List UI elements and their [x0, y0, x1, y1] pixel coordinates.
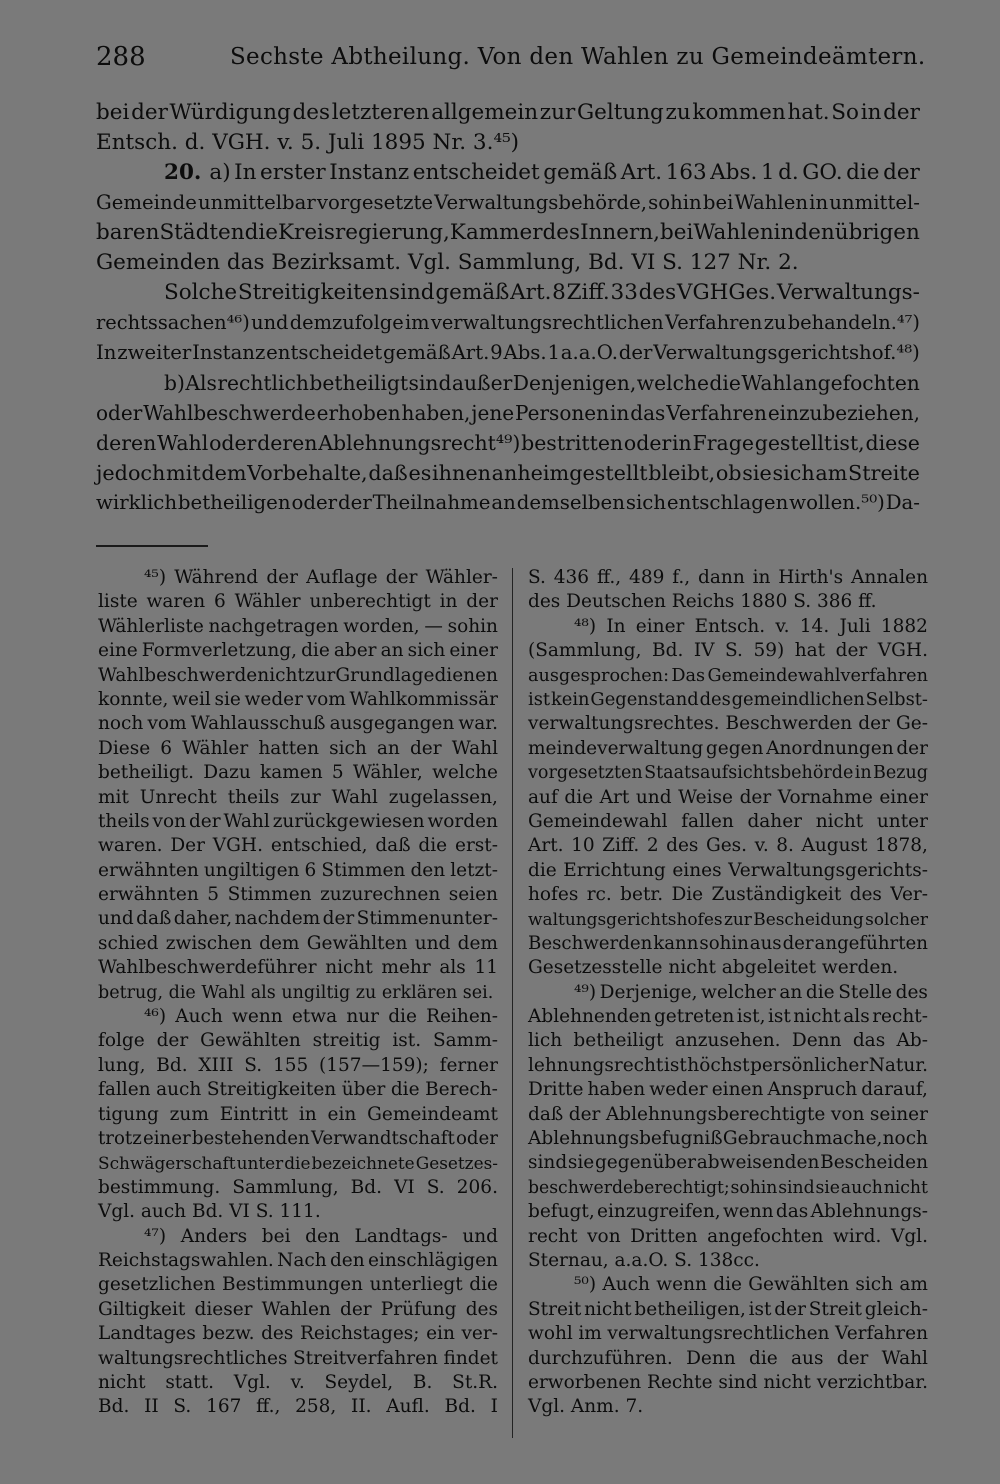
footnote-text: Bd. II S. 167 ff., 258, II. Aufl. Bd. I — [98, 1396, 498, 1418]
footnote-text: auf die Art und Weise der Vornahme einer — [528, 786, 928, 808]
footnote-line — [528, 664, 928, 688]
footnote-line — [98, 932, 498, 956]
footnote-text: Streit nicht betheiligen, ist der Streit gleich- — [528, 1298, 928, 1320]
footnote-text: ⁴⁷) Anders bei den Landtags- und — [144, 1225, 498, 1247]
footnote-text: ausgesprochen: Das Gemeindewahlverfahren — [528, 665, 928, 686]
footnote-text: die Errichtung eines Verwaltungsgerichts- — [528, 859, 928, 881]
footnote-line — [528, 566, 928, 590]
footnote-text: Art. 10 Ziff. 2 des Ges. v. 8. August 1878, — [528, 835, 928, 857]
footnote-line — [98, 956, 498, 980]
line-text: b) Als rechtlich betheiligt sind außer Denjenigen, welche die Wahl angefochten — [164, 371, 920, 395]
line-text: Entsch. d. VGH. v. 5. Juli 1895 Nr. 3.⁴⁵) — [96, 130, 520, 155]
text-line — [96, 128, 920, 158]
footnote-line — [98, 1005, 498, 1029]
footnote-line — [528, 1395, 928, 1419]
line-text: jedoch mit dem Vorbehalte, daß es ihnen anheimgestellt bleibt, ob sie sich am Streite — [96, 461, 920, 485]
footnote-line — [98, 834, 498, 858]
text-line — [96, 158, 920, 188]
footnote-text: waltungsgerichtshofes zur Bescheidung solcher — [528, 909, 928, 930]
footnote-text: Wahlbeschwerde nicht zur Grundlage dienen — [98, 664, 498, 686]
footnote-text: und daß daher, nachdem der Stimmenunter- — [98, 908, 498, 930]
footnote-line — [98, 1054, 498, 1078]
text-line — [96, 278, 920, 308]
footnote-text: Vgl. auch Bd. VI S. 111. — [98, 1201, 321, 1223]
footnote-line — [528, 1127, 928, 1151]
footnote-line — [98, 1225, 498, 1249]
footnote-text: betrug, die Wahl als ungiltig zu erklären sei. — [98, 982, 494, 1003]
footnote-line — [98, 1127, 498, 1151]
line-text: oder Wahlbeschwerde erhoben haben, jene Personen in das Verfahren einzubeziehen, — [96, 401, 920, 425]
footnote-line — [528, 981, 928, 1005]
footnote-text: Ablehnenden getreten ist, ist nicht als recht- — [528, 1006, 928, 1028]
footnote-text: konnte, weil sie weder vom Wahlkommissär — [98, 688, 498, 710]
footnote-text: fallen auch Streitigkeiten über die Berech- — [98, 1079, 498, 1101]
footnote-text: Beschwerden kann sohin aus der angeführten — [528, 932, 928, 954]
text-line — [96, 308, 920, 338]
footnote-divider — [96, 545, 208, 547]
footnote-line — [528, 1273, 928, 1297]
footnote-line — [98, 688, 498, 712]
footnote-text: Wählerliste nachgetragen worden, — sohin — [98, 615, 498, 637]
footnote-line — [98, 1103, 498, 1127]
footnote-text: Diese 6 Wähler hatten sich an der Wahl — [98, 737, 498, 759]
footnote-line — [528, 810, 928, 834]
footnote-line — [528, 737, 928, 761]
footnote-line — [98, 639, 498, 663]
footnote-text: noch vom Wahlausschuß ausgegangen war. — [98, 713, 498, 735]
line-text: a) In erster Instanz entscheidet gemäß Art. 163 Abs. 1 d. GO. die der — [209, 160, 920, 185]
text-line — [96, 188, 920, 218]
footnote-text: Gemeindewahl fallen daher nicht unter — [528, 810, 928, 832]
footnote-line — [528, 590, 928, 614]
footnote-text: gesetzlichen Bestimmungen unterliegt die — [98, 1274, 498, 1296]
line-text: Solche Streitigkeiten sind gemäß Art. 8 Ziff. 33 des VGHGes. Verwaltungs- — [164, 280, 920, 305]
footnote-text: meindeverwaltung gegen Anordnungen der — [528, 737, 928, 759]
footnote-line — [98, 981, 498, 1005]
footnote-line — [98, 859, 498, 883]
footnote-line — [528, 1103, 928, 1127]
footnote-text: eine Formverletzung, die aber an sich einer — [98, 640, 498, 662]
footnote-line — [98, 786, 498, 810]
footnote-text: lehnungsrecht ist höchst persönlicher Natur. — [528, 1054, 928, 1076]
footnote-text: ⁴⁹) Derjenige, welcher an die Stelle des — [574, 981, 928, 1003]
footnote-line — [98, 615, 498, 639]
footnote-line — [98, 1029, 498, 1053]
footnote-line — [528, 1078, 928, 1102]
text-line — [96, 368, 920, 398]
line-text: Gemeinden das Bezirksamt. Vgl. Sammlung, Bd. VI S. 127 Nr. 2. — [96, 250, 799, 275]
footnote-text: liste waren 6 Wähler unberechtigt in der — [98, 591, 498, 613]
footnote-line — [98, 1322, 498, 1346]
footnote-line — [98, 1395, 498, 1419]
footnote-line — [98, 907, 498, 931]
footnote-line — [98, 1176, 498, 1200]
line-text: rechtssachen⁴⁶) und demzufolge im verwaltungsrechtlichen Verfahren zu behandeln.⁴⁷) — [96, 311, 920, 334]
footnote-text: schied zwischen dem Gewählten und dem — [98, 932, 498, 954]
text-line — [96, 98, 920, 128]
footnote-text: ⁴⁵) Während der Auflage der Wähler- — [144, 567, 498, 588]
footnote-text: beschwerdeberechtigt; sohin sind sie auch nicht — [528, 1177, 928, 1198]
footnote-text: betheiligt. Dazu kamen 5 Wähler, welche — [98, 762, 498, 784]
footnote-text: lung, Bd. XIII S. 155 (157—159); ferner — [98, 1054, 498, 1076]
footnote-text: S. 436 ff., 489 f., dann in Hirth's Annalen — [528, 567, 928, 588]
footnote-text: trotz einer bestehenden Verwandtschaft oder — [98, 1127, 498, 1149]
footnote-line — [98, 664, 498, 688]
footnote-line — [98, 1371, 498, 1395]
footnote-line — [528, 1225, 928, 1249]
footnote-line — [98, 566, 498, 590]
footnote-text: Landtages bezw. des Reichstages; ein ver- — [98, 1323, 498, 1345]
footnote-line — [528, 1054, 928, 1078]
footnote-text: erwähnten 5 Stimmen zuzurechnen seien — [98, 884, 498, 906]
footnote-line — [98, 1347, 498, 1371]
footnote-text: durchzuführen. Denn die aus der Wahl — [528, 1347, 928, 1369]
line-text: deren Wahl oder deren Ablehnungsrecht⁴⁹) bestritten oder in Frage gestellt ist, diese — [96, 431, 920, 455]
footnote-line — [528, 639, 928, 663]
footnotes-left-column — [98, 566, 498, 1420]
footnote-text: waren. Der VGH. entschied, daß die erst- — [98, 835, 498, 857]
footnote-line — [98, 1151, 498, 1175]
footnote-line — [98, 1298, 498, 1322]
footnote-text: lich betheiligt anzusehen. Denn das Ab- — [528, 1030, 928, 1052]
footnote-line — [528, 883, 928, 907]
footnote-line — [528, 1298, 928, 1322]
footnote-text: ⁴⁶) Auch wenn etwa nur die Reihen- — [144, 1006, 498, 1028]
footnote-text: Gesetzesstelle nicht abgeleitet werden. — [528, 957, 899, 979]
text-line — [96, 398, 920, 428]
footnote-text: (Sammlung, Bd. IV S. 59) hat der VGH. — [528, 640, 928, 662]
footnote-text: ⁵⁰) Auch wenn die Gewählten sich am — [574, 1274, 928, 1296]
footnote-text: erworbenen Rechte sind nicht verzichtbar. — [528, 1371, 928, 1393]
text-line — [96, 428, 920, 458]
footnote-text: bestimmung. Sammlung, Bd. VI S. 206. — [98, 1176, 498, 1198]
footnote-line — [528, 859, 928, 883]
line-text: Gemeinde unmittelbar vorgesetzte Verwaltungsbehörde, sohin bei Wahlen in unmittel- — [96, 191, 920, 214]
footnote-line — [98, 737, 498, 761]
footnote-line — [528, 1005, 928, 1029]
section-number: 20. — [164, 160, 202, 185]
footnote-text: wohl im verwaltungsrechtlichen Verfahren — [528, 1323, 928, 1345]
footnote-text: Wahlbeschwerdeführer nicht mehr als 11 — [98, 957, 498, 979]
footnote-line — [98, 590, 498, 614]
text-line — [96, 458, 920, 488]
page-number: 288 — [96, 42, 146, 72]
footnote-line — [98, 883, 498, 907]
footnote-line — [528, 786, 928, 810]
footnote-line — [528, 712, 928, 736]
footnote-line — [528, 761, 928, 785]
line-text: In zweiter Instanz entscheidet gemäß Art. 9 Abs. 1 a.a.O. der Verwaltungsgerichtshof.⁴⁸) — [96, 341, 920, 364]
footnote-text: erwähnten ungiltigen 6 Stimmen den letzt- — [98, 859, 498, 881]
footnote-text: Giltigkeit dieser Wahlen der Prüfung des — [98, 1298, 498, 1320]
footnote-text: recht von Dritten angefochten wird. Vgl. — [528, 1225, 928, 1247]
column-rule — [512, 568, 513, 1438]
footnote-line — [528, 688, 928, 712]
footnote-line — [528, 1371, 928, 1395]
running-head: Sechste Abtheilung. Von den Wahlen zu Gemeindeämtern. — [230, 44, 926, 70]
footnote-line — [98, 1200, 498, 1224]
footnote-text: ist kein Gegenstand des gemeindlichen Selbst- — [528, 688, 928, 710]
footnote-line — [98, 712, 498, 736]
text-line — [96, 338, 920, 368]
footnote-text: Vgl. Anm. 7. — [528, 1396, 644, 1418]
footnote-text: Reichstagswahlen. Nach den einschlägigen — [98, 1249, 498, 1271]
footnote-line — [98, 1273, 498, 1297]
main-text — [96, 98, 920, 518]
footnote-line — [528, 932, 928, 956]
footnote-text: daß der Ablehnungsberechtigte von seiner — [528, 1103, 928, 1125]
text-line — [96, 488, 920, 518]
footnote-line — [528, 1249, 928, 1273]
footnote-text: Dritte haben weder einen Anspruch darauf, — [528, 1079, 928, 1101]
footnote-line — [528, 1322, 928, 1346]
line-text: wirklich betheiligen oder der Theilnahme an demselben sich entschlagen wollen.⁵⁰) Da- — [96, 491, 920, 514]
footnote-text: Ablehnungsbefugniß Gebrauch mache, noch — [528, 1127, 928, 1149]
text-line — [96, 248, 920, 278]
footnote-text: Schwägerschaft unter die bezeichnete Gesetzes- — [98, 1153, 498, 1174]
footnote-line — [528, 1029, 928, 1053]
footnote-text: folge der Gewählten streitig ist. Samm- — [98, 1030, 498, 1052]
footnote-line — [528, 1200, 928, 1224]
text-line — [96, 218, 920, 248]
footnote-text: verwaltungsrechtes. Beschwerden der Ge- — [528, 713, 928, 735]
footnote-text: hofes rc. betr. Die Zuständigkeit des Ver- — [528, 884, 928, 906]
footnote-line — [528, 907, 928, 931]
footnote-line — [98, 761, 498, 785]
line-text: baren Städten die Kreisregierung, Kammer des Innern, bei Wahlen in den übrigen — [96, 220, 920, 245]
footnote-text: sind sie gegenüber abweisenden Bescheiden — [528, 1152, 928, 1174]
footnotes-right-column — [528, 566, 928, 1420]
footnote-text: theils von der Wahl zurückgewiesen worden — [98, 810, 498, 832]
footnote-text: Sternau, a.a.O. S. 138cc. — [528, 1249, 760, 1271]
page-header — [96, 42, 926, 78]
footnote-line — [98, 810, 498, 834]
footnote-text: tigung zum Eintritt in ein Gemeindeamt — [98, 1103, 498, 1125]
footnote-line — [528, 615, 928, 639]
footnote-line — [98, 1078, 498, 1102]
footnote-line — [528, 956, 928, 980]
footnote-text: mit Unrecht theils zur Wahl zugelassen, — [98, 786, 498, 808]
footnote-text: vorgesetzten Staatsaufsichtsbehörde in Bezug — [528, 763, 928, 784]
footnote-text: ⁴⁸) In einer Entsch. v. 14. Juli 1882 — [574, 615, 928, 637]
footnote-text: waltungsrechtliches Streitverfahren findet — [98, 1347, 498, 1369]
footnote-line — [98, 1249, 498, 1273]
footnote-line — [528, 1347, 928, 1371]
footnote-line — [528, 1151, 928, 1175]
footnote-text: befugt, einzugreifen, wenn das Ablehnungs- — [528, 1201, 928, 1223]
footnote-line — [528, 834, 928, 858]
footnote-text: nicht statt. Vgl. v. Seydel, B. St.R. — [98, 1371, 498, 1393]
line-text: bei der Würdigung des letzteren allgemein zur Geltung zu kommen hat. So in der — [96, 100, 920, 125]
footnote-line — [528, 1176, 928, 1200]
footnote-text: des Deutschen Reichs 1880 S. 386 ff. — [528, 591, 877, 613]
